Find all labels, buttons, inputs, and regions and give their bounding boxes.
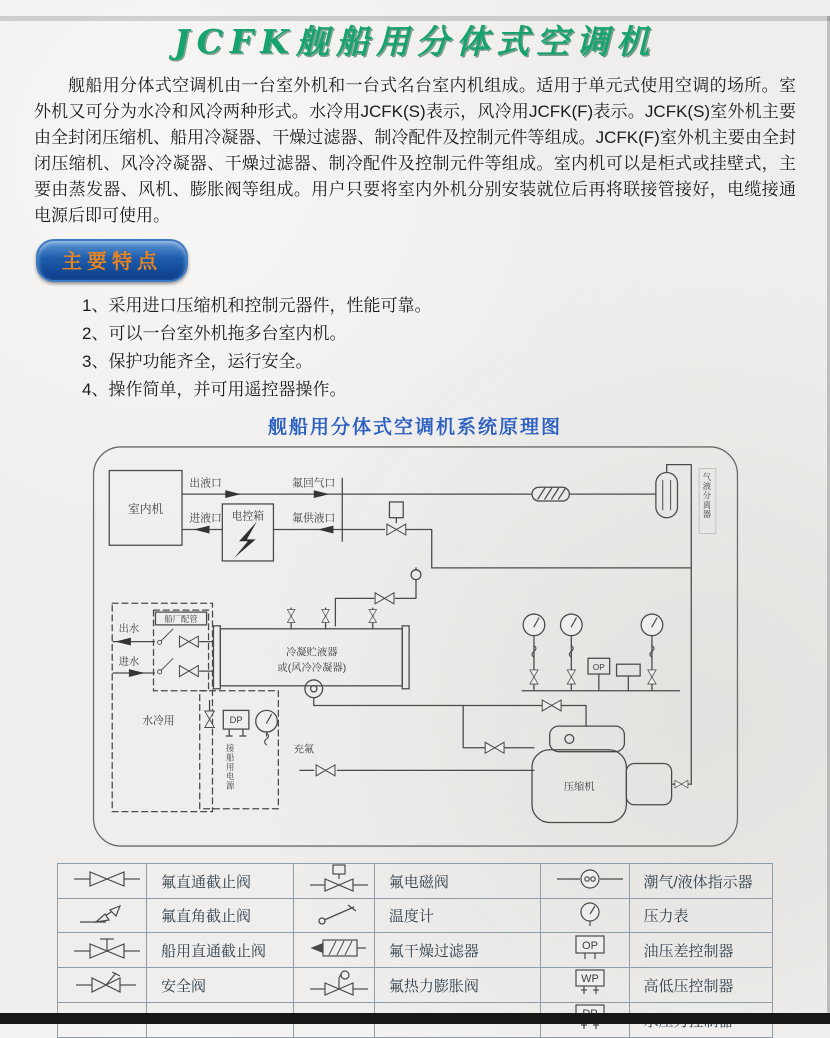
charge-label: 充氟	[293, 744, 314, 756]
flu-filter-drier-icon	[308, 935, 370, 961]
features-list	[82, 292, 830, 404]
page-title: JCFK舰船用分体式空调机	[174, 22, 656, 61]
liquid-supply-label: 氟供液口	[291, 512, 335, 525]
liquid-out-label: 出液口	[188, 477, 222, 490]
legend-row	[58, 899, 773, 933]
shipyard-piping-label: 船厂配管	[163, 613, 198, 624]
op-controller-icon	[555, 933, 625, 963]
intro-paragraph: 舰船用分体式空调机由一台室外机和一台式名台室内机组成。适用于单元式使用空调的场所。室外机又可分为水冷和风冷两种形式。水冷用JCFK(S)表示，风冷用JCFK(F)表示。JCFK(S)室外机主要由全封闭压缩机、船用冷凝器、干燥过滤器、制冷配件及控制元件等组成。JCFK(F)室外机主要由全封闭压缩机、风冷冷凝器、干燥过滤器、制冷配件及控制元件等组成。室内机可以是柜式或挂壁式，主要由蒸发器、风机、膨胀阀等组成。用户只要将室内外机分别安装就位后再将联接管接好，电缆接通电源后即可使用。	[34, 76, 796, 225]
legend-label: 氟直角截止阀	[147, 899, 294, 933]
feature-item: 3、保护功能齐全，运行安全。	[82, 352, 313, 371]
pressure-gauge-icon	[523, 614, 545, 640]
sight-glass-icon	[304, 680, 322, 698]
condenser-label-1: 冷凝贮液器	[285, 647, 338, 659]
compressor-cap	[549, 726, 624, 752]
legend-label: 安全阀	[147, 968, 294, 1003]
ship-power-label: 接船用电源	[224, 743, 235, 791]
feature-item: 1、采用进口压缩机和控制元器件，性能可靠。	[82, 296, 432, 315]
diagram-title: 舰船用分体式空调机系统原理图	[267, 417, 562, 438]
expansion-valve-icon	[375, 593, 394, 604]
legend-label: 油压差控制器	[629, 933, 772, 968]
diagram-frame	[93, 447, 737, 846]
pressure-gauge-icon	[560, 614, 582, 640]
flu-angle-valve-icon	[72, 900, 142, 928]
dp-code-label: DP	[229, 715, 243, 726]
sight-glass-icon	[555, 866, 625, 892]
feature-item: 2、可以一台室外机拖多台室内机。	[82, 324, 347, 343]
legend-label: 氟干燥过滤器	[374, 933, 540, 968]
check-valve-icon	[674, 780, 687, 788]
catalog-page	[0, 16, 830, 1024]
wp-controller-icon	[555, 968, 625, 998]
safety-valve-icon	[72, 969, 142, 997]
thermometer-icon	[157, 659, 172, 674]
symbol-legend-table	[57, 863, 773, 1038]
legend-row	[58, 933, 773, 968]
electric-box-label: 电控箱	[231, 510, 264, 523]
system-diagram	[84, 443, 747, 855]
condenser-end-left	[213, 626, 220, 689]
legend-label: 氟电磁阀	[374, 864, 540, 899]
liquid-in-label: 进液口	[188, 512, 222, 525]
legend-label: 船用直通截止阀	[147, 933, 294, 968]
legend-label: 压力表	[629, 899, 772, 933]
compressor-motor	[626, 763, 671, 804]
legend-label: 潮气/液体指示器	[629, 864, 772, 899]
op-code-label: OP	[592, 662, 605, 673]
pressure-gauge-icon	[641, 614, 663, 640]
thermometer-icon	[308, 901, 370, 927]
legend-label: 氟直通截止阀	[147, 864, 294, 899]
marine-globe-valve-icon	[72, 934, 142, 962]
indoor-unit-label: 室内机	[127, 502, 163, 516]
condenser-end-right	[402, 626, 409, 689]
water-cooled-label: 水冷用	[141, 715, 175, 728]
pressure-gauge-icon	[555, 900, 625, 928]
flu-globe-valve-icon	[72, 866, 142, 892]
legend-label: 温度计	[374, 899, 540, 933]
system-schematic-svg	[84, 443, 747, 850]
separator-label: 气液分离器	[701, 472, 712, 520]
scan-edge-top	[0, 16, 830, 21]
lightning-icon	[234, 522, 257, 558]
scan-edge-bottom	[0, 1013, 830, 1024]
solenoid-valve-icon	[389, 502, 403, 518]
flu-solenoid-valve-icon	[308, 864, 370, 894]
thermometer-icon	[157, 629, 172, 644]
svg-text:WP: WP	[580, 973, 599, 985]
legend-label: 高低压控制器	[629, 968, 772, 1003]
water-controller-box	[199, 691, 278, 809]
water-in-label: 进水	[118, 657, 139, 669]
legend-row	[58, 864, 773, 899]
gas-return-label: 氟回气口	[291, 477, 335, 490]
legend-row	[58, 968, 773, 1003]
feature-item: 4、操作简单，并可用遥控器操作。	[82, 380, 347, 399]
pressure-gauge-icon	[255, 710, 277, 736]
svg-text:OP: OP	[581, 940, 598, 952]
features-badge: 主要特点	[36, 239, 188, 282]
charge-valve-icon	[316, 765, 335, 776]
water-out-label: 出水	[118, 623, 139, 635]
legend-label: 氟热力膨胀阀	[374, 968, 540, 1003]
separator-icon	[655, 472, 677, 517]
compressor-label: 压缩机	[563, 782, 595, 794]
sensing-bulb-icon	[411, 570, 421, 580]
flu-expansion-valve-icon	[308, 968, 370, 998]
oil-separator-icon	[616, 664, 640, 676]
condenser-label-2: 或(风冷冷凝器)	[276, 663, 346, 675]
